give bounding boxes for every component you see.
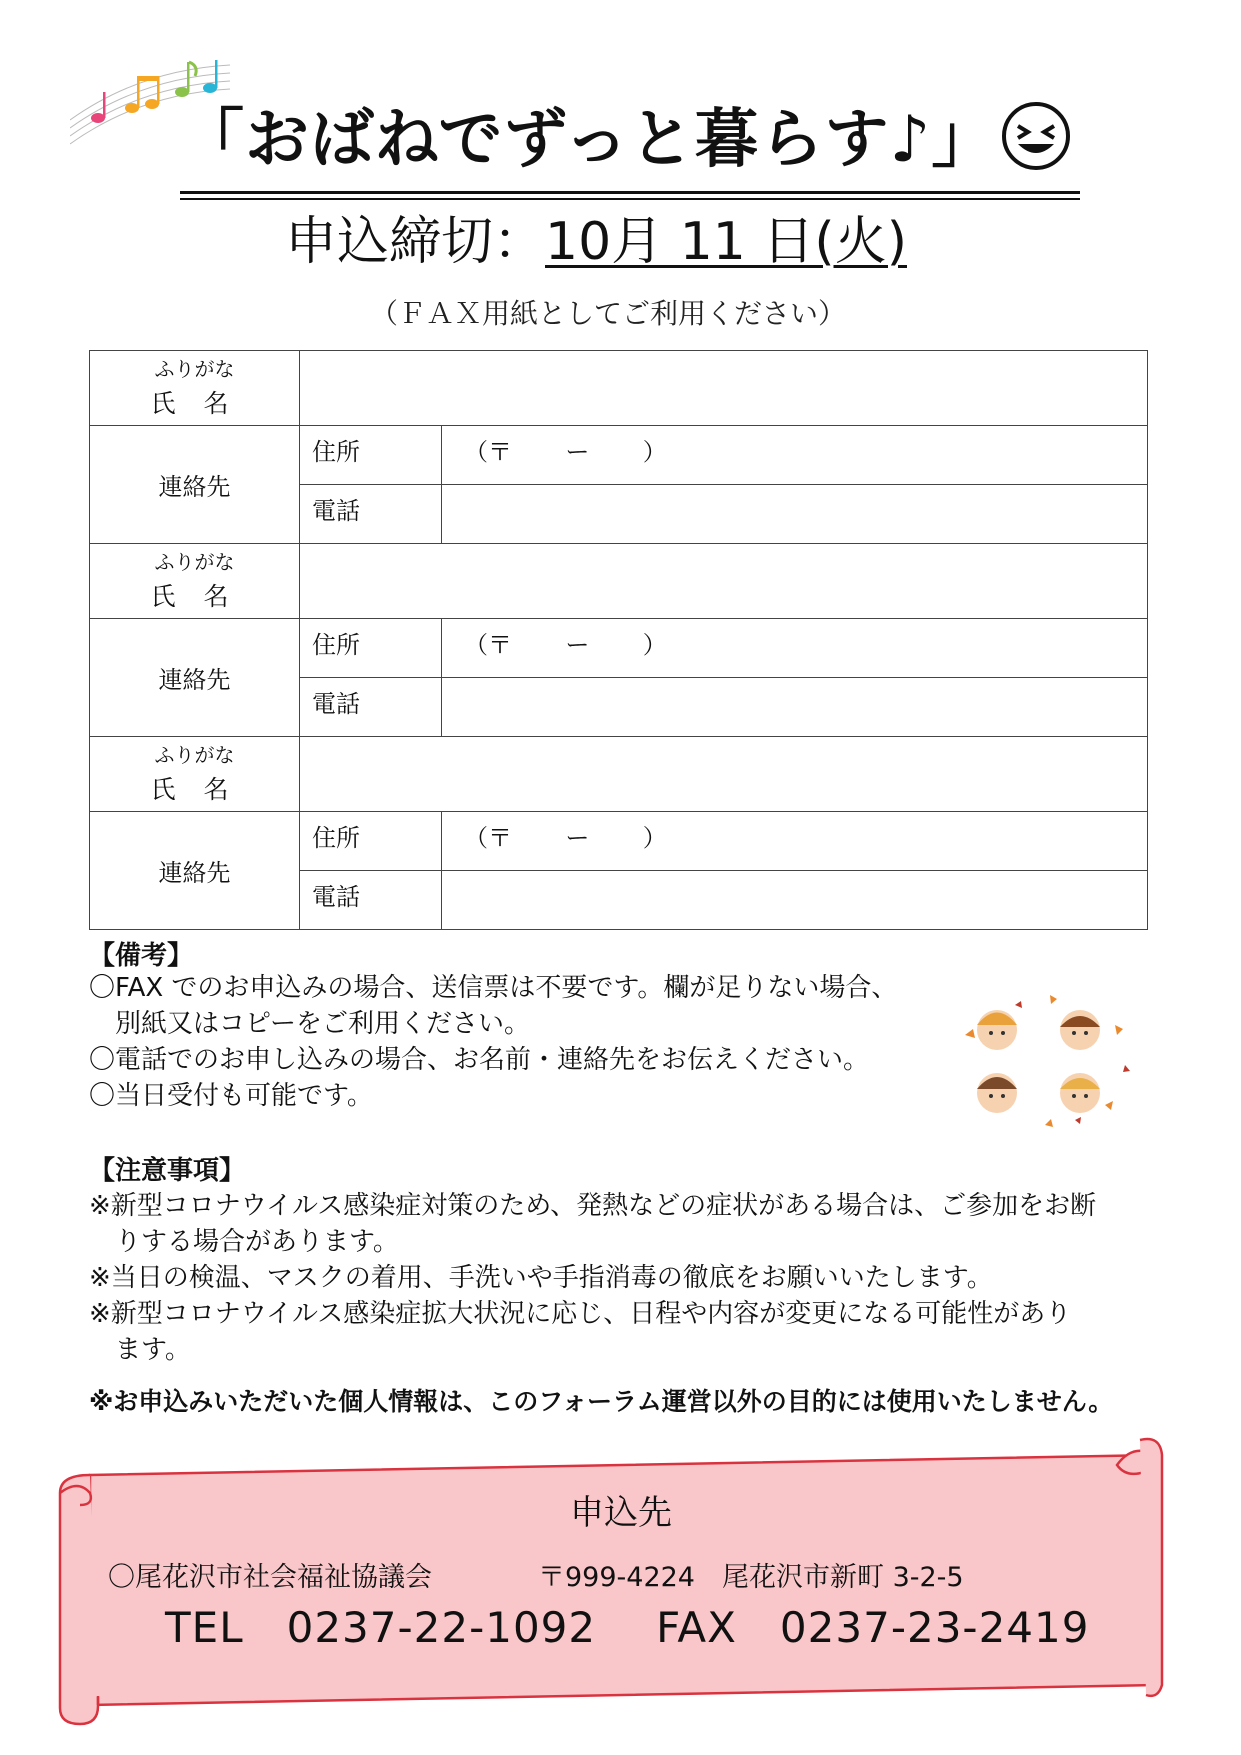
phone-label: 電話	[300, 678, 442, 737]
org-line	[108, 1555, 964, 1594]
phone-field[interactable]	[442, 485, 1148, 544]
apply-to-heading: 申込先	[570, 1493, 672, 1533]
deadline-label: 申込締切：	[285, 212, 546, 272]
furigana-label: ふりがな	[154, 550, 235, 574]
remarks-line: 〇電話でのお申し込みの場合、お名前・連絡先をお伝えください。	[89, 1045, 870, 1075]
org-name: 〇尾花沢市社会福祉協議会	[108, 1562, 432, 1593]
contact-label: 連絡先	[90, 619, 300, 737]
caution-line: りする場合があります。	[89, 1227, 399, 1257]
tel-number: TEL 0237-22-1092	[165, 1603, 597, 1652]
phone-field[interactable]	[442, 678, 1148, 737]
title-underline-thin	[180, 198, 1080, 200]
remarks-heading: 【備考】	[89, 941, 194, 971]
address-field[interactable]: （〒 ー ）	[442, 812, 1148, 871]
cautions-heading: 【注意事項】	[89, 1156, 246, 1186]
caution-line: ます。	[89, 1335, 191, 1365]
name-label-cell	[90, 351, 300, 426]
privacy-note: ※お申込みいただいた個人情報は、このフォーラム運営以外の目的には使用いたしません。	[89, 1387, 1114, 1416]
tel-fax-line	[165, 1595, 1089, 1655]
address-field[interactable]: （〒 ー ）	[442, 426, 1148, 485]
address-field[interactable]: （〒 ー ）	[442, 619, 1148, 678]
address-label: 住所	[300, 426, 442, 485]
name-label: 氏 名	[150, 582, 239, 611]
application-form	[89, 350, 1148, 930]
name-field[interactable]	[300, 351, 1148, 426]
name-label-cell	[90, 544, 300, 619]
name-label: 氏 名	[150, 389, 239, 418]
contact-label: 連絡先	[90, 426, 300, 544]
address-label: 住所	[300, 619, 442, 678]
caution-line: ※新型コロナウイルス感染症対策のため、発熱などの症状がある場合は、ご参加をお断	[89, 1191, 1097, 1221]
postal-address: 〒999-4224 尾花沢市新町 3-2-5	[538, 1562, 964, 1593]
furigana-label: ふりがな	[154, 743, 235, 767]
cautions-list	[89, 1188, 1096, 1368]
fax-number: FAX 0237-23-2419	[656, 1603, 1090, 1652]
fax-note: （ＦＡＸ用紙としてご利用ください）	[370, 297, 847, 330]
phone-field[interactable]	[442, 871, 1148, 930]
caution-line: ※当日の検温、マスクの着用、手洗いや手指消毒の徹底をお願いいたします。	[89, 1263, 993, 1293]
remarks-line: 別紙又はコピーをご利用ください。	[89, 1009, 530, 1039]
title-block	[180, 95, 1080, 195]
furigana-label: ふりがな	[154, 357, 235, 381]
name-label: 氏 名	[150, 775, 239, 804]
name-field[interactable]	[300, 737, 1148, 812]
remarks-line: 〇当日受付も可能です。	[89, 1081, 373, 1111]
address-label: 住所	[300, 812, 442, 871]
deadline-date: 10月 11 日(火)	[545, 212, 907, 272]
page-title: 「おばねでずっと暮らす♪」	[180, 103, 997, 177]
remarks-list	[89, 970, 897, 1114]
children-illustration	[955, 985, 1135, 1135]
contact-label: 連絡先	[90, 812, 300, 930]
name-label-cell	[90, 737, 300, 812]
remarks-line: 〇FAX でのお申込みの場合、送信票は不要です。欄が足りない場合、	[89, 973, 898, 1003]
phone-label: 電話	[300, 871, 442, 930]
phone-label: 電話	[300, 485, 442, 544]
name-field[interactable]	[300, 544, 1148, 619]
title-underline	[180, 191, 1080, 194]
deadline	[285, 210, 907, 274]
laughing-face-icon	[1000, 100, 1072, 172]
caution-line: ※新型コロナウイルス感染症拡大状況に応じ、日程や内容が変更になる可能性があり	[89, 1299, 1072, 1329]
